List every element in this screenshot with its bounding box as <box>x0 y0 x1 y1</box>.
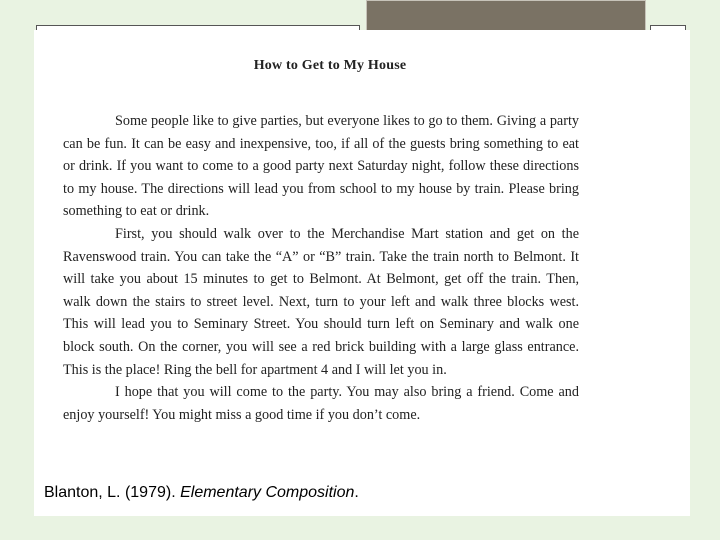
citation-period: . <box>354 484 359 501</box>
passage-paragraph-3: I hope that you will come to the party. You may also bring a friend. Come and enjoy yourself! You might miss a good time if you don’t come. <box>63 384 579 423</box>
passage-title: How to Get to My House <box>253 58 407 73</box>
source-citation <box>44 484 359 502</box>
citation-work-title: Elementary Composition <box>180 484 355 501</box>
scanned-passage <box>63 58 579 426</box>
background-header-block <box>366 0 646 34</box>
passage-paragraph-1: Some people like to give parties, but everyone likes to go to them. Giving a party can be fun. It can be easy and inexpensive, too, if all of the guests bring something to eat or drink. If you want to come to a good party next Saturday night, follow these directions to my house. The directions will lead you from school to my house by train. Please bring something to eat or drink. <box>63 113 579 220</box>
passage-paragraph-2: First, you should walk over to the Merchandise Mart station and get on the Ravenswood train. You can take the “A” or “B” train. Take the train north to Belmont. It will take you about 15 minutes to get to Belmont. At Belmont, get off the train. Then, walk down the stairs to street level. Next, turn to your left and walk three blocks west. This will lead you to Seminary Street. You should turn left on Seminary and walk one block south. On the corner, you will see a red brick building with a large glass entrance. This is the place! Ring the bell for apartment 4 and I will let you in. <box>63 225 579 378</box>
citation-author-year: Blanton, L. (1979). <box>44 484 181 501</box>
